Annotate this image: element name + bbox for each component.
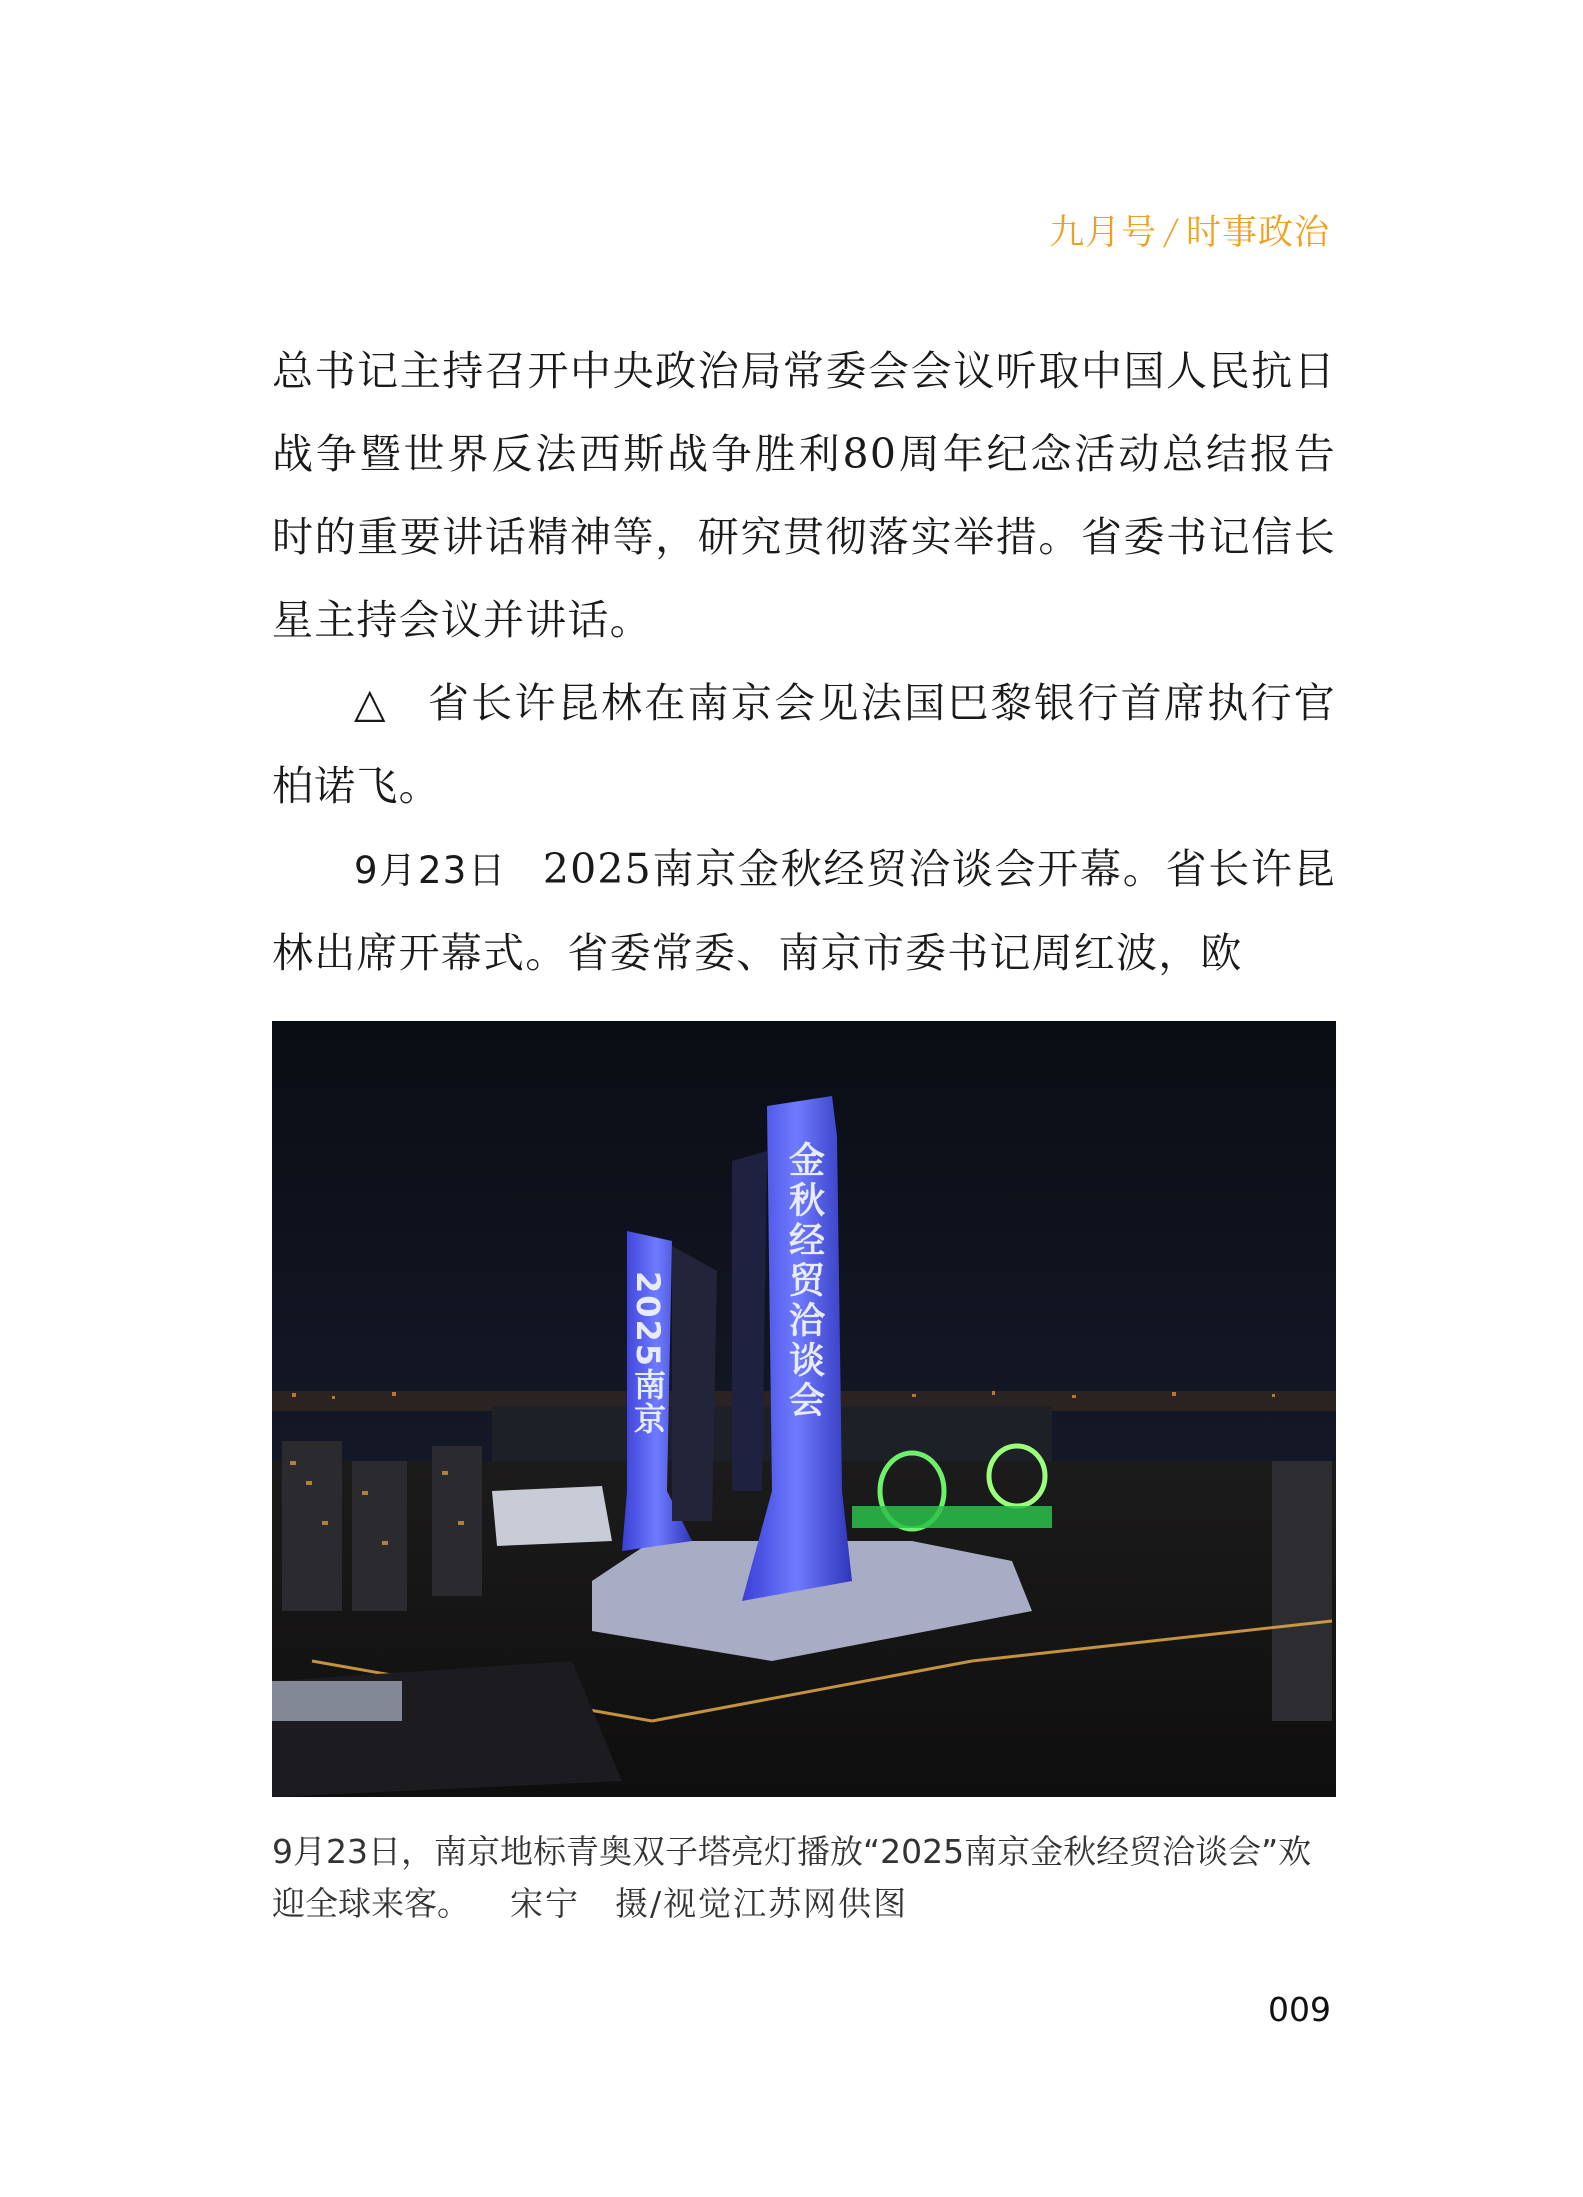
tower-text-left: 2025南京: [629, 1271, 667, 1437]
issue-label: 九月号: [1049, 213, 1158, 253]
paragraph-2: [272, 662, 1336, 828]
night-skyline-photo: [272, 1021, 1336, 1797]
photo-caption: [272, 1826, 1336, 1930]
article-body: [272, 330, 1336, 995]
header-separator: /: [1161, 213, 1182, 253]
triangle-marker: △: [354, 679, 388, 727]
caption-text: 9月23日，南京地标青奥双子塔亮灯播放“2025南京金秋经贸洽谈会”欢迎全球来客。: [272, 1832, 1312, 1923]
paragraph-3: [272, 828, 1336, 995]
section-label: 时事政治: [1185, 213, 1330, 253]
paragraph-2-text: 省长许昆林在南京会见法国巴黎银行首席执行官柏诺飞。: [272, 679, 1337, 810]
photo-credit: 宋宁 摄/视觉江苏网供图: [510, 1884, 909, 1923]
tower-text-right: 金秋经贸洽谈会: [783, 1141, 825, 1421]
paragraph-3-text: 2025南京金秋经贸洽谈会开幕。省长许昆林出席开幕式。省委常委、南京市委书记周红波，欧: [272, 845, 1336, 977]
page-number: 009: [1268, 1990, 1331, 2029]
running-header: [1049, 205, 1330, 255]
paragraph-1: 总书记主持召开中央政治局常委会会议听取中国人民抗日战争暨世界反法西斯战争胜利80周年纪念活动总结报告时的重要讲话精神等，研究贯彻落实举措。省委书记信长星主持会议并讲话。: [272, 347, 1336, 644]
entry-date: 9月23日: [354, 849, 507, 892]
